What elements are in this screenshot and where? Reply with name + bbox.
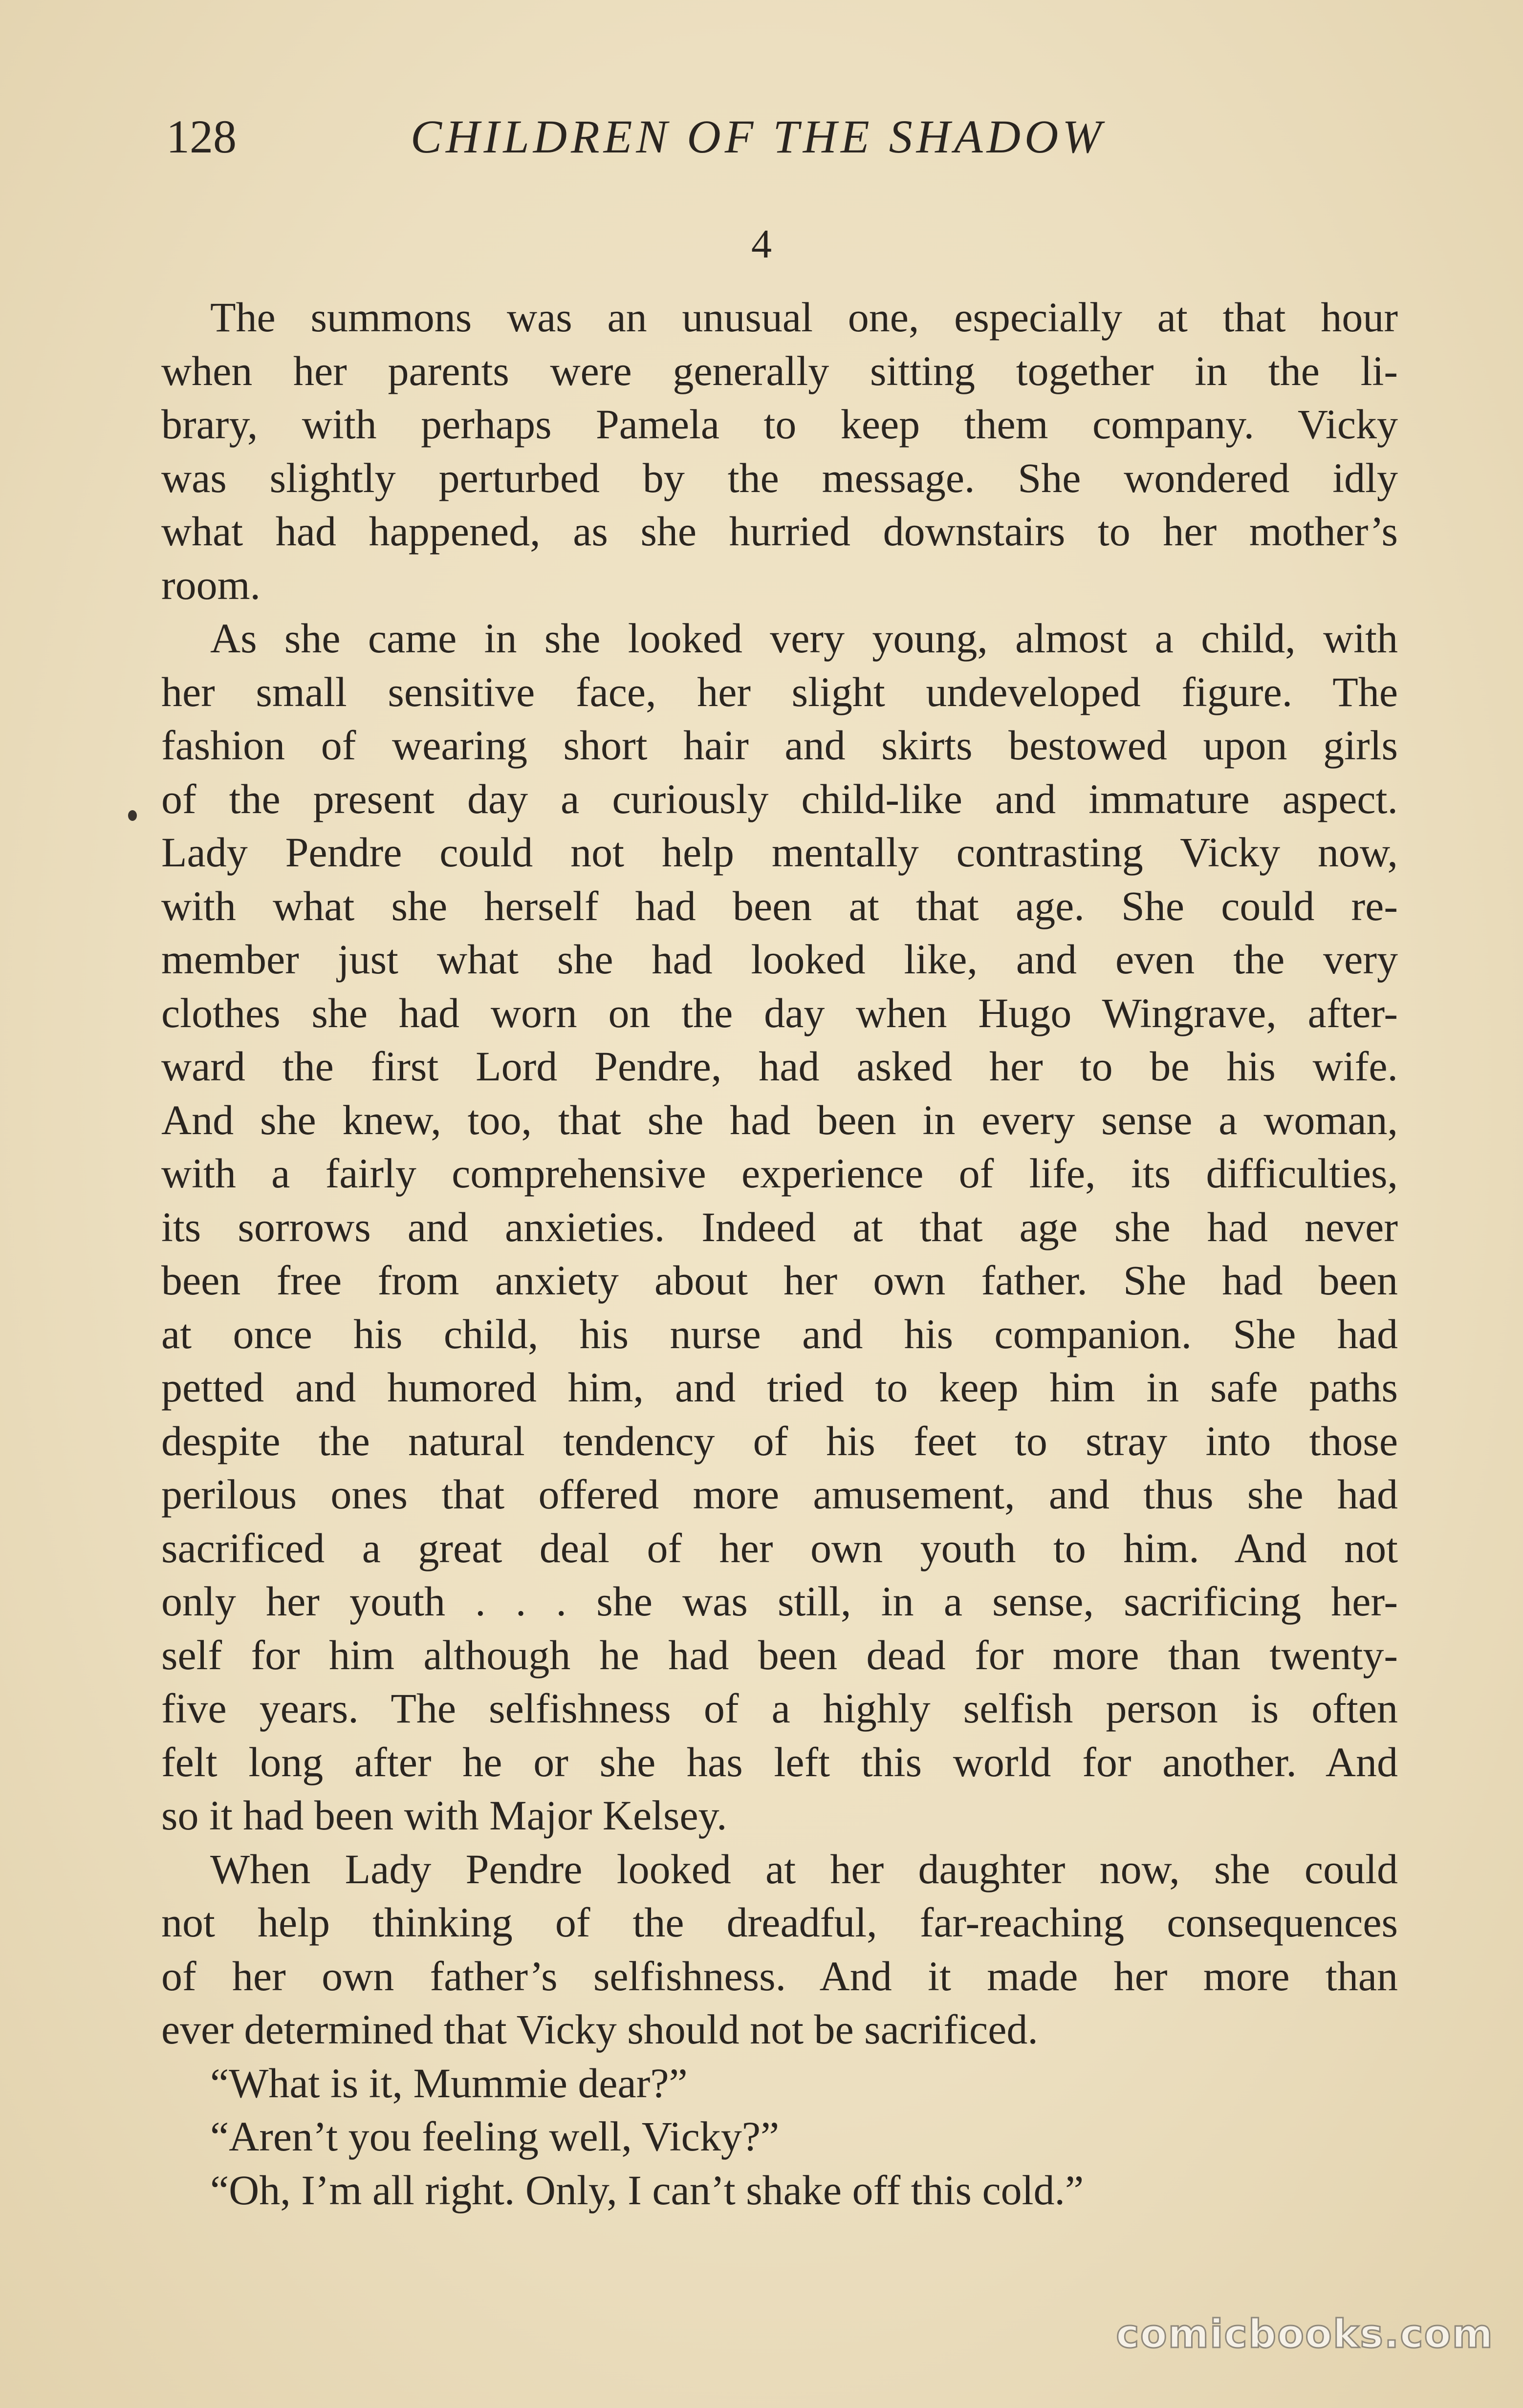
text-line: not help thinking of the dreadful, far-reaching consequences xyxy=(161,1899,1398,1946)
text-line: clothes she had worn on the day when Hugo Wingrave, after- xyxy=(161,989,1398,1036)
dialogue-line: “Oh, I’m all right. Only, I can’t shake off this cold.” xyxy=(210,2166,1084,2214)
watermark-logo: comicbooks.com xyxy=(1116,2311,1494,2357)
text-line: of the present day a curiously child-like and immature aspect. xyxy=(161,775,1398,822)
text-line: what had happened, as she hurried downstairs to her mother’s xyxy=(161,508,1398,555)
body-text xyxy=(161,291,1398,2217)
text-line: brary, with perhaps Pamela to keep them company. Vicky xyxy=(161,401,1398,448)
text-line: of her own father’s selfishness. And it made her more than xyxy=(161,1952,1398,2000)
page-number: 128 xyxy=(166,110,237,163)
text-line: self for him although he had been dead for more than twenty- xyxy=(161,1631,1398,1678)
dialogue-line: “What is it, Mummie dear?” xyxy=(210,2059,688,2107)
dialogue-line: “Aren’t you feeling well, Vicky?” xyxy=(210,2113,780,2160)
text-line: been free from anxiety about her own father. She had been xyxy=(161,1257,1398,1304)
text-line: five years. The selfishness of a highly selfish person is often xyxy=(161,1685,1398,1732)
running-title: CHILDREN OF THE SHADOW xyxy=(411,110,1106,163)
text-line: her small sensitive face, her slight undeveloped figure. The xyxy=(161,668,1398,715)
text-line: ever determined that Vicky should not be sacrificed. xyxy=(161,2006,1038,2053)
text-line: at once his child, his nurse and his companion. She had xyxy=(161,1310,1398,1357)
text-line: felt long after he or she has left this world for another. And xyxy=(161,1738,1398,1785)
text-line: Lady Pendre could not help mentally contrasting Vicky now, xyxy=(161,829,1398,876)
text-line: sacrificed a great deal of her own youth to him. And not xyxy=(161,1524,1398,1571)
page-header xyxy=(166,105,1398,169)
text-line: its sorrows and anxieties. Indeed at that age she had never xyxy=(161,1203,1398,1250)
text-line: petted and humored him, and tried to keep him in safe paths xyxy=(161,1364,1398,1411)
text-line: so it had been with Major Kelsey. xyxy=(161,1792,727,1839)
text-line: The summons was an unusual one, especially at that hour xyxy=(210,294,1398,341)
text-line: And she knew, too, that she had been in every sense a woman, xyxy=(161,1096,1398,1143)
text-line: only her youth . . . she was still, in a sense, sacrificing her- xyxy=(161,1578,1398,1625)
text-line: As she came in she looked very young, almost a child, with xyxy=(210,615,1398,662)
text-line: when her parents were generally sitting together in the li- xyxy=(161,347,1398,394)
text-line: member just what she had looked like, and even the very xyxy=(161,936,1398,983)
text-line: fashion of wearing short hair and skirts bestowed upon girls xyxy=(161,722,1398,769)
text-line: was slightly perturbed by the message. She wondered idly xyxy=(161,454,1398,501)
text-line: When Lady Pendre looked at her daughter now, she could xyxy=(210,1845,1398,1892)
text-line: despite the natural tendency of his feet to stray into those xyxy=(161,1417,1398,1464)
text-line: room. xyxy=(161,561,261,608)
text-line: with what she herself had been at that age. She could re- xyxy=(161,882,1398,929)
text-line: perilous ones that offered more amusement, and thus she had xyxy=(161,1471,1398,1518)
ink-speck xyxy=(128,810,137,821)
text-line: with a fairly comprehensive experience of life, its difficulties, xyxy=(161,1150,1398,1197)
text-line: ward the first Lord Pendre, had asked her to be his wife. xyxy=(161,1043,1398,1090)
section-number: 4 xyxy=(751,221,772,267)
